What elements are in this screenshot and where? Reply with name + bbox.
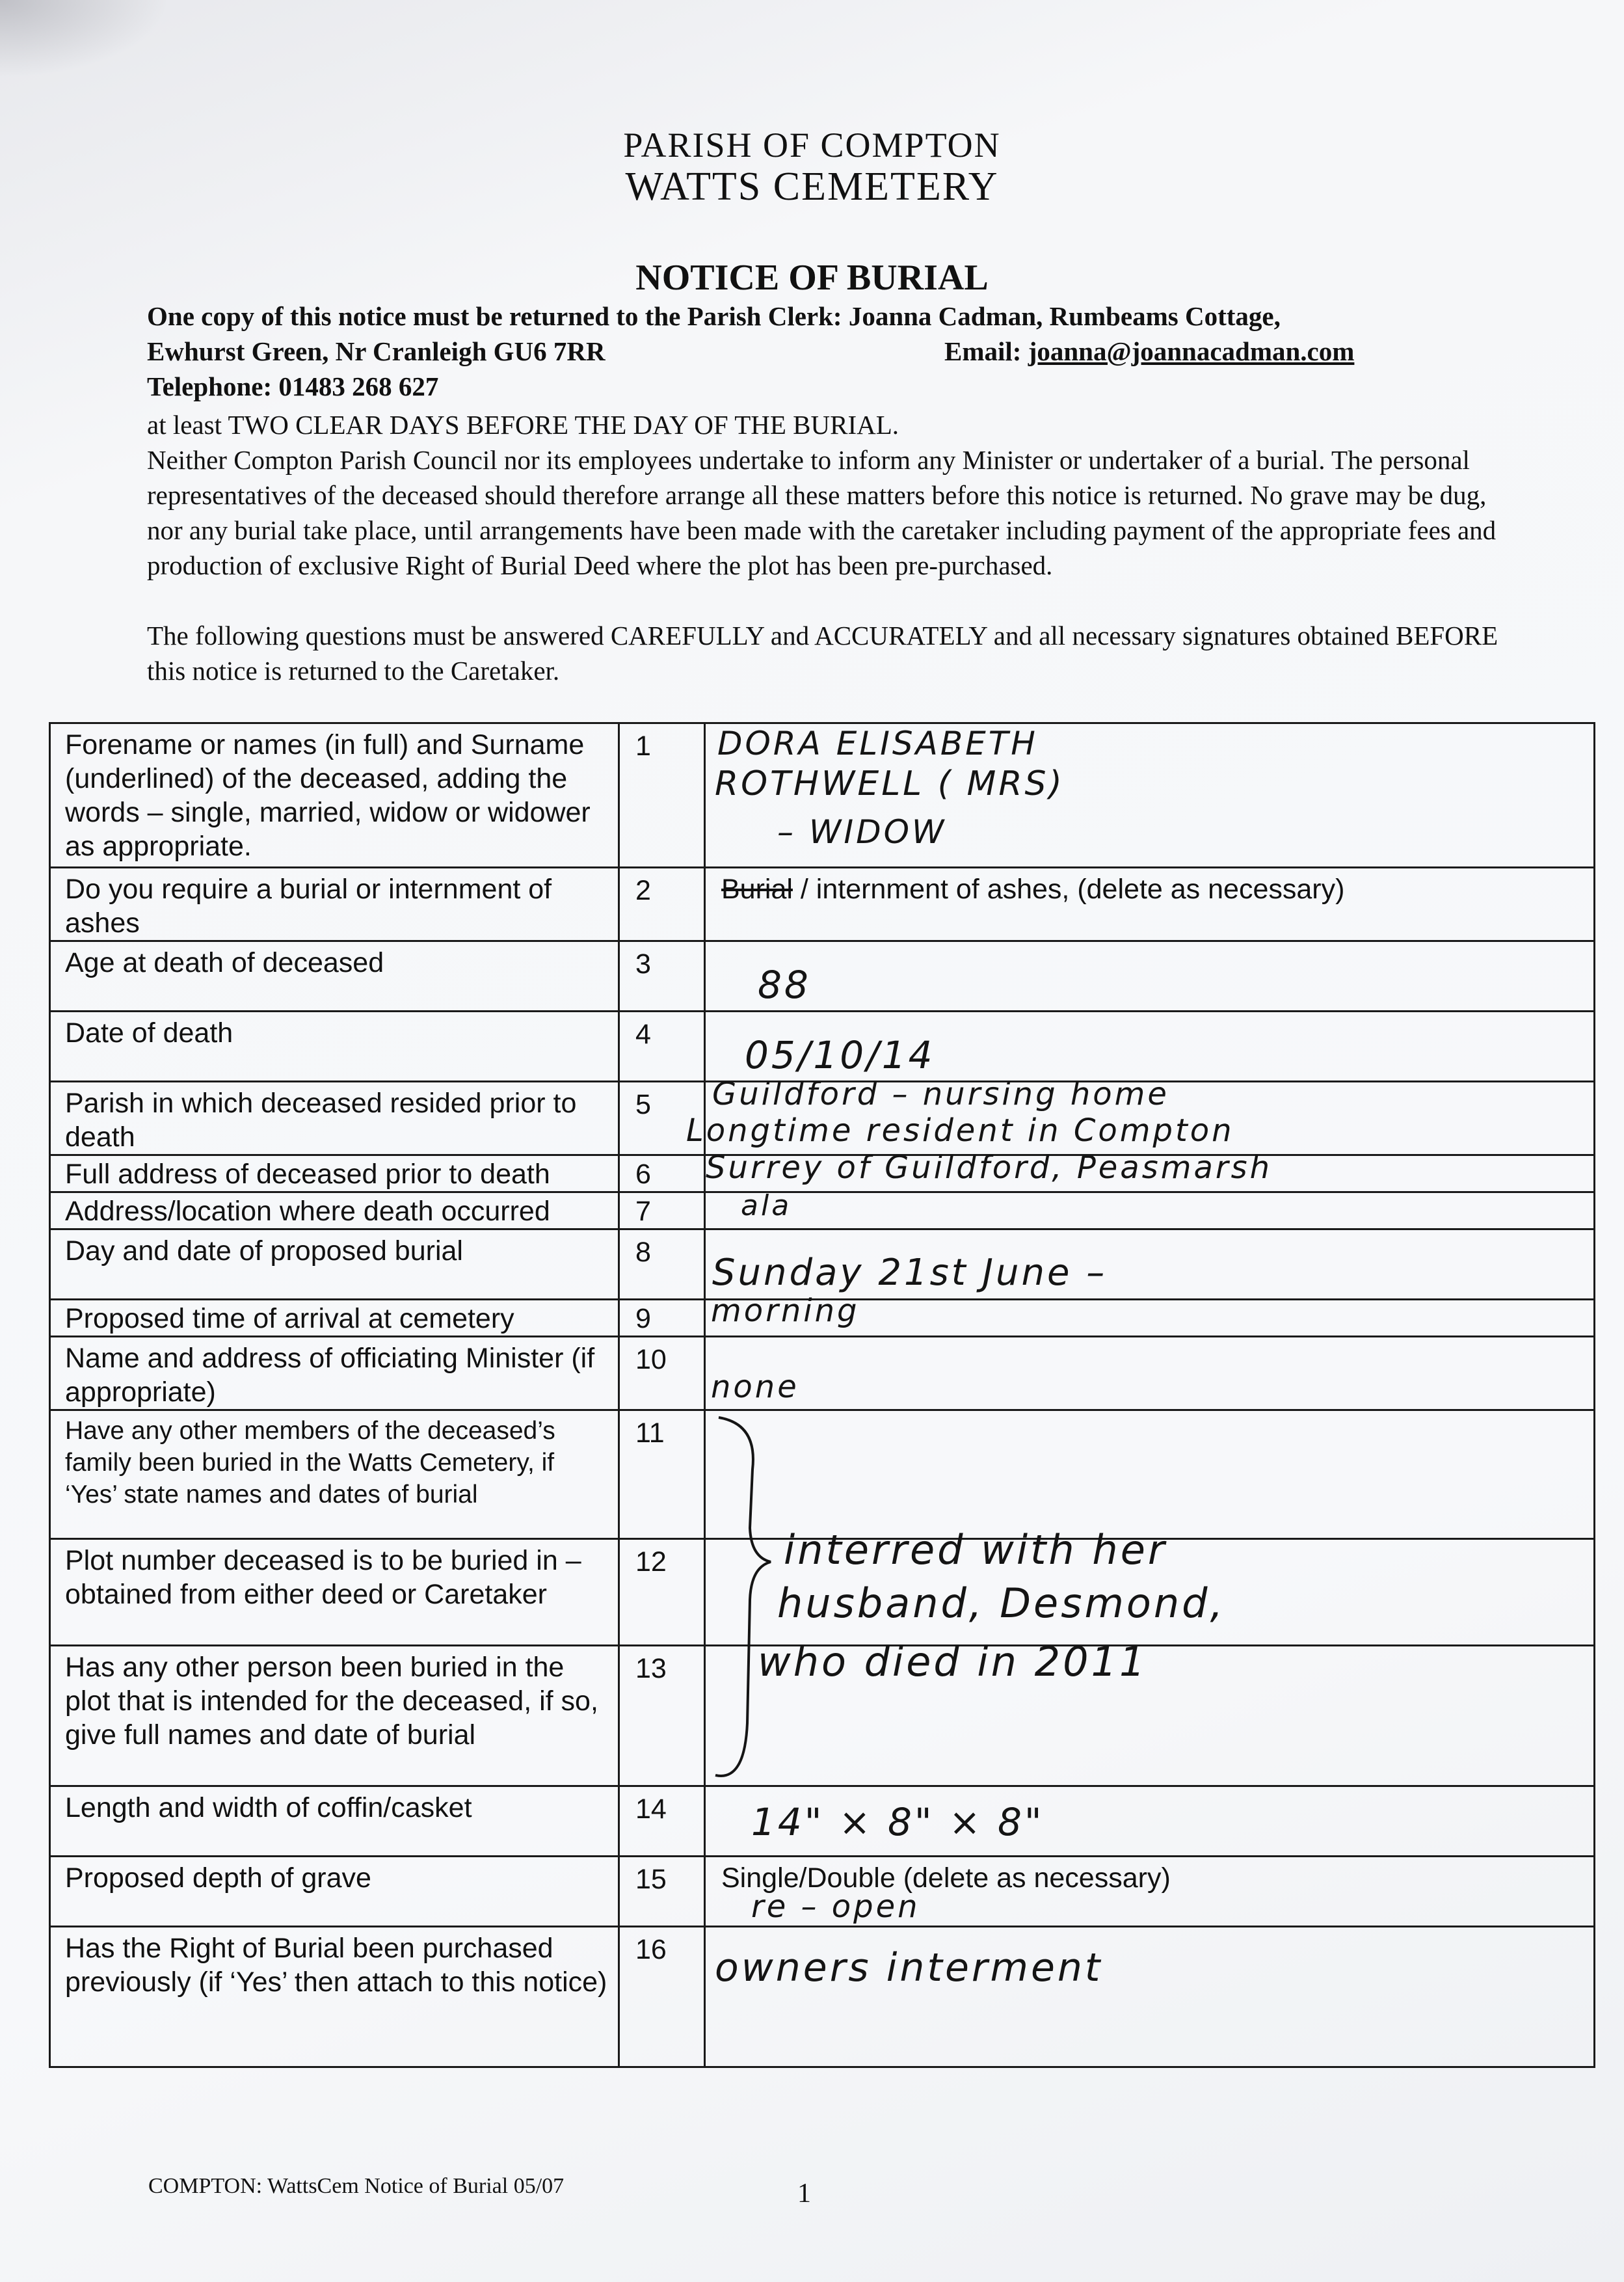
handwritten-forenames: DORA ELISABETH (717, 725, 1038, 762)
question-number: 9 (619, 1300, 705, 1337)
form-row (50, 1337, 1595, 1410)
corner-shadow (0, 0, 169, 78)
question-label: Plot number deceased is to be buried in – obtained from either deed or Caretaker (50, 1539, 619, 1646)
telephone-line: Telephone: 01483 268 627 (147, 371, 439, 401)
question-label: Proposed depth of grave (50, 1857, 619, 1927)
question-label: Has the Right of Burial been purchased previously (if ‘Yes’ then attach to this notice) (50, 1927, 619, 2067)
notice-title: NOTICE OF BURIAL (635, 258, 989, 298)
answer-cell[interactable] (705, 868, 1595, 941)
handwritten-coffin-size: 14" × 8" × 8" (751, 1800, 1045, 1844)
form-row (50, 1300, 1595, 1337)
form-row (50, 1082, 1595, 1155)
question-label: Parish in which deceased resided prior to death (50, 1082, 619, 1155)
handwritten-minister: none (711, 1369, 799, 1405)
answer-cell[interactable] (705, 1927, 1595, 2067)
intro-deadline: at least TWO CLEAR DAYS BEFORE THE DAY OF THE BURIAL. (147, 410, 899, 440)
typed-depth-option: Single/Double (delete as necessary) (721, 1862, 1171, 1894)
handwritten-parish: Guildford – nursing home (712, 1076, 1169, 1112)
form-row (50, 723, 1595, 868)
form-row (50, 1155, 1595, 1192)
typed-burial-option (721, 872, 1344, 906)
question-number: 13 (619, 1646, 705, 1786)
burial-form-table (49, 722, 1595, 2068)
handwritten-plot-note-2: husband, Desmond, (777, 1579, 1226, 1627)
question-label: Have any other members of the deceased’s family been buried in the Watts Cemetery, if ‘Yes’ state names and dates of burial (50, 1410, 619, 1539)
question-number: 8 (619, 1229, 705, 1300)
handwritten-previous-burial: who died in 2011 (758, 1638, 1148, 1685)
answer-cell[interactable] (705, 1526, 1595, 1646)
form-row (50, 1192, 1595, 1229)
question-label: Forename or names (in full) and Surname (underlined) of the deceased, adding the words – single, married, widow or widower as appropriate. (50, 723, 619, 868)
handwritten-address: Surrey of Guildford, Peasmarsh (706, 1149, 1273, 1186)
question-label: Name and address of officiating Minister (if appropriate) (50, 1337, 619, 1410)
internment-option: / internment of ashes, (delete as necessary) (792, 874, 1345, 905)
question-label: Age at death of deceased (50, 941, 619, 1012)
email-label: Email: (944, 336, 1028, 366)
question-label: Proposed time of arrival at cemetery (50, 1300, 619, 1337)
handwritten-plot-note: interred with her (784, 1526, 1167, 1574)
question-number: 5 (619, 1082, 705, 1155)
handwritten-depth: re – open (751, 1888, 920, 1925)
question-label: Do you require a burial or internment of ashes (50, 868, 619, 941)
form-row (50, 1229, 1595, 1300)
form-row (50, 1857, 1595, 1927)
answer-cell[interactable] (705, 1786, 1595, 1857)
struck-burial: Burial (721, 874, 793, 905)
form-row (50, 1646, 1595, 1786)
question-number: 3 (619, 941, 705, 1012)
form-row (50, 868, 1595, 941)
question-number: 6 (619, 1155, 705, 1192)
email-link[interactable]: joanna@joannacadman.com (1028, 336, 1355, 366)
question-label: Full address of deceased prior to death (50, 1155, 619, 1192)
handwritten-age: 88 (758, 963, 811, 1007)
email-line (944, 336, 1354, 367)
question-label: Has any other person been buried in the plot that is intended for the deceased, if so, give full names and date of burial (50, 1646, 619, 1786)
handwritten-death-location: ala (741, 1189, 792, 1222)
form-row (50, 1410, 1595, 1539)
question-label: Day and date of proposed burial (50, 1229, 619, 1300)
answer-cell[interactable] (705, 1410, 1595, 1539)
handwritten-burial-date: Sunday 21st June – (712, 1252, 1108, 1294)
answer-cell[interactable] (705, 1012, 1595, 1082)
answer-cell[interactable] (705, 723, 1595, 868)
form-row (50, 1927, 1595, 2067)
answer-cell[interactable] (705, 1149, 1595, 1192)
clerk-address: Ewhurst Green, Nr Cranleigh GU6 7RR (147, 336, 606, 366)
clerk-line: One copy of this notice must be returned to the Parish Clerk: Joanna Cadman, Rumbeams Cottage, (147, 301, 1281, 331)
answer-cell[interactable] (705, 1189, 1595, 1229)
question-number: 11 (619, 1410, 705, 1539)
form-row (50, 1539, 1595, 1646)
handwritten-surname: ROTHWELL ( MRS) (715, 764, 1065, 803)
answer-cell[interactable] (705, 1229, 1595, 1300)
form-row (50, 941, 1595, 1012)
question-label: Length and width of coffin/casket (50, 1786, 619, 1857)
answer-cell[interactable] (705, 941, 1595, 1012)
handwritten-right-of-burial: owners interment (715, 1945, 1103, 1991)
intro-responsibility: Neither Compton Parish Council nor its employees undertake to inform any Minister or undertaker of a burial. The personal representatives of the deceased should therefore arrange all these matters before this notice is returned. No grave may be dug, nor any burial take place, until arrangements have been made with the caretaker including payment of the appropriate fees and production of exclusive Right of Burial Deed where the plot has been pre-purchased. (147, 445, 1497, 580)
answer-cell[interactable] (705, 1337, 1595, 1410)
cemetery-heading: WATTS CEMETERY (625, 165, 999, 209)
answer-cell[interactable] (705, 1857, 1595, 1927)
handwritten-status: – WIDOW (777, 813, 947, 851)
answer-cell[interactable] (705, 1638, 1595, 1786)
handwritten-arrival-time: morning (711, 1293, 860, 1329)
parish-heading: PARISH OF COMPTON (623, 126, 1001, 165)
question-number: 2 (619, 868, 705, 941)
form-row (50, 1786, 1595, 1857)
answer-cell[interactable] (686, 1076, 1595, 1155)
page-number: 1 (797, 2179, 811, 2208)
question-number: 14 (619, 1786, 705, 1857)
form-row (50, 1012, 1595, 1082)
handwritten-date-of-death: 05/10/14 (745, 1033, 935, 1077)
question-label: Date of death (50, 1012, 619, 1082)
handwritten-parish-note: Longtime resident in Compton (686, 1112, 1234, 1149)
question-number: 4 (619, 1012, 705, 1082)
question-number: 7 (619, 1192, 705, 1229)
question-number: 16 (619, 1927, 705, 2067)
question-number: 1 (619, 723, 705, 868)
footer-reference: COMPTON: WattsCem Notice of Burial 05/07 (148, 2174, 565, 2198)
intro-instructions: The following questions must be answered CAREFULLY and ACCURATELY and all necessary signatures obtained BEFORE this notice is returned to the Caretaker. (147, 621, 1498, 686)
question-number: 10 (619, 1337, 705, 1410)
question-number: 15 (619, 1857, 705, 1927)
question-number: 12 (619, 1539, 705, 1646)
question-label: Address/location where death occurred (50, 1192, 619, 1229)
answer-cell[interactable] (705, 1293, 1595, 1337)
